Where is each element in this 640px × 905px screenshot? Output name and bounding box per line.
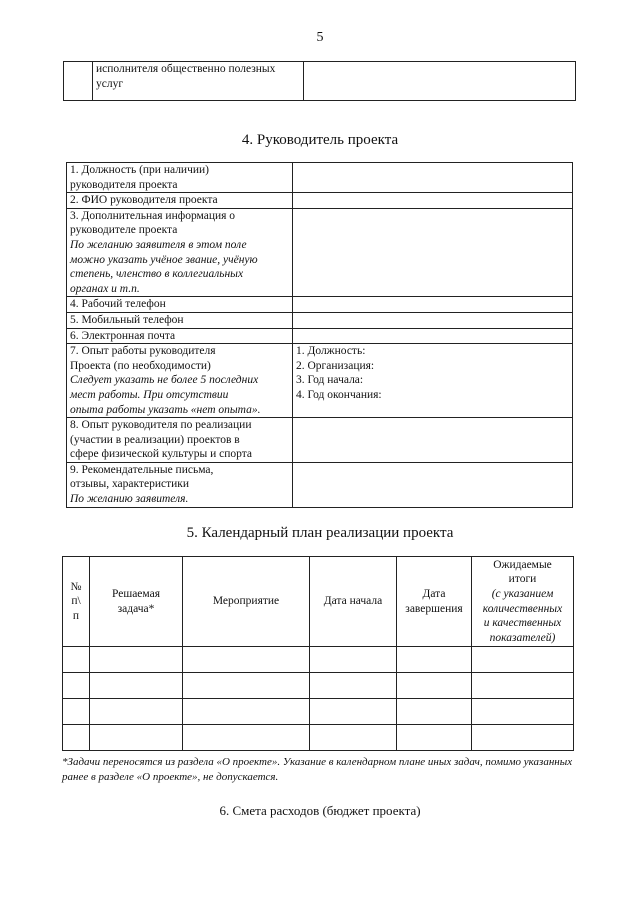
s4-value-cell [293, 328, 573, 344]
continuation-line: исполнителя общественно полезных [96, 63, 276, 75]
table-cell [183, 647, 310, 673]
s4-hint: Следует указать не более 5 последних [70, 374, 259, 387]
s4-line: 9. Рекомендательные письма, [70, 463, 214, 476]
header-note: и качественных [483, 617, 562, 630]
header-end-date [397, 557, 472, 647]
s4-line: 7. Опыт работы руководителя [70, 345, 216, 358]
calendar-plan-table [62, 556, 574, 751]
header-results [472, 557, 574, 647]
s4-line: 6. Электронная почта [70, 329, 176, 342]
s4-label-cell [67, 208, 293, 297]
s4-line: 2. ФИО руководителя проекта [70, 194, 218, 207]
s4-value-cell [293, 163, 573, 193]
header-line: п\ [71, 595, 81, 608]
table-cell [397, 647, 472, 673]
experience-field-label: 4. Год окончания: [296, 388, 382, 401]
s4-value-cell [293, 208, 573, 297]
s4-line: Проекта (по необходимости) [70, 359, 211, 372]
s4-value-cell [293, 193, 573, 209]
section4-title: 4. Руководитель проекта [241, 132, 399, 148]
header-num [63, 557, 90, 647]
table-cell [472, 725, 574, 751]
s4-hint: По желанию заявителя в этом поле [70, 238, 247, 251]
experience-field-label: 2. Организация: [296, 359, 375, 372]
s4-line: руководителе проекта [70, 224, 178, 237]
s4-label-cell [67, 163, 293, 193]
table-cell [90, 725, 183, 751]
table-cell [63, 673, 90, 699]
table-cell [310, 699, 397, 725]
continuation-label-cell [93, 62, 304, 101]
table-cell [63, 647, 90, 673]
header-line: п [72, 609, 80, 622]
s4-line: сфере физической культуры и спорта [70, 448, 252, 461]
s4-hint: По желанию заявителя. [70, 493, 189, 506]
continuation-table [63, 61, 576, 101]
s4-label-cell [67, 328, 293, 344]
header-task [90, 557, 183, 647]
s4-hint: степень, членство в коллегиальных [70, 268, 244, 281]
s4-label-cell [67, 297, 293, 313]
table-cell [90, 647, 183, 673]
s4-line: отзывы, характеристики [70, 478, 189, 491]
footnote: *Задачи переносятся из раздела «О проекте». Указание в календарном плане иных задач, помимо указанных ранее в разделе «О проекте», не допускается. [62, 756, 573, 783]
table-cell [90, 699, 183, 725]
section6-title: 6. Смета расходов (бюджет проекта) [219, 803, 421, 818]
table-cell [63, 725, 90, 751]
s4-line: (участии в реализации) проектов в [70, 433, 240, 446]
table-cell [472, 699, 574, 725]
s4-value-cell [293, 462, 573, 507]
header-line: № [70, 580, 82, 593]
table-row [63, 673, 574, 699]
s4-hint: опыта работы указать «нет опыта». [70, 403, 261, 416]
table-cell [310, 673, 397, 699]
experience-field-label: 1. Должность: [296, 345, 366, 358]
s4-label-cell [67, 344, 293, 418]
s4-value-cell [293, 418, 573, 463]
s4-label-cell [67, 312, 293, 328]
section5-title: 5. Календарный план реализации проекта [186, 525, 454, 541]
s4-value-cell [293, 297, 573, 313]
header-event: Мероприятие [183, 557, 310, 647]
s4-line: 4. Рабочий телефон [70, 298, 166, 311]
table-cell [183, 673, 310, 699]
page-number: 5 [316, 30, 324, 45]
table-cell [397, 673, 472, 699]
s4-hint: мест работы. При отсутствии [70, 388, 229, 401]
header-start-date: Дата начала [310, 557, 397, 647]
table-cell [472, 673, 574, 699]
header-line: итоги [508, 573, 537, 586]
s4-line: 8. Опыт руководителя по реализации [70, 419, 252, 432]
continuation-line: услуг [96, 77, 124, 90]
continuation-value-cell [304, 62, 576, 101]
table-cell [310, 725, 397, 751]
header-note: (с указанием [491, 587, 554, 600]
s4-label-cell [67, 418, 293, 463]
table-cell [472, 647, 574, 673]
s4-hint: органах и т.п. [70, 282, 140, 295]
s4-label-cell [67, 193, 293, 209]
table-cell [397, 725, 472, 751]
table-cell [90, 673, 183, 699]
table-cell [183, 725, 310, 751]
project-manager-table [66, 162, 573, 508]
table-cell [310, 647, 397, 673]
header-line: Решаемая [111, 587, 160, 600]
header-note: количественных [482, 602, 563, 615]
header-line: Ожидаемые [493, 558, 552, 571]
s4-hint: можно указать учёное звание, учёную [70, 253, 258, 266]
s4-value-cell [293, 312, 573, 328]
continuation-num-cell [64, 62, 93, 101]
table-row [63, 699, 574, 725]
header-line: Дата [422, 587, 446, 600]
s4-value-cell [293, 344, 573, 418]
table-cell [63, 699, 90, 725]
table-row [63, 725, 574, 751]
table-cell [397, 699, 472, 725]
header-note: показателей) [489, 631, 556, 644]
header-line: завершения [405, 602, 463, 615]
table-cell [183, 699, 310, 725]
s4-line: 1. Должность (при наличии) [70, 164, 210, 176]
header-line: задача* [117, 602, 155, 615]
table-row [63, 647, 574, 673]
s4-line: 3. Дополнительная информация о [70, 209, 236, 222]
s4-line: руководителя проекта [70, 178, 178, 191]
experience-field-label: 3. Год начала: [296, 374, 364, 387]
s4-line: 5. Мобильный телефон [70, 313, 184, 326]
s4-label-cell [67, 462, 293, 507]
